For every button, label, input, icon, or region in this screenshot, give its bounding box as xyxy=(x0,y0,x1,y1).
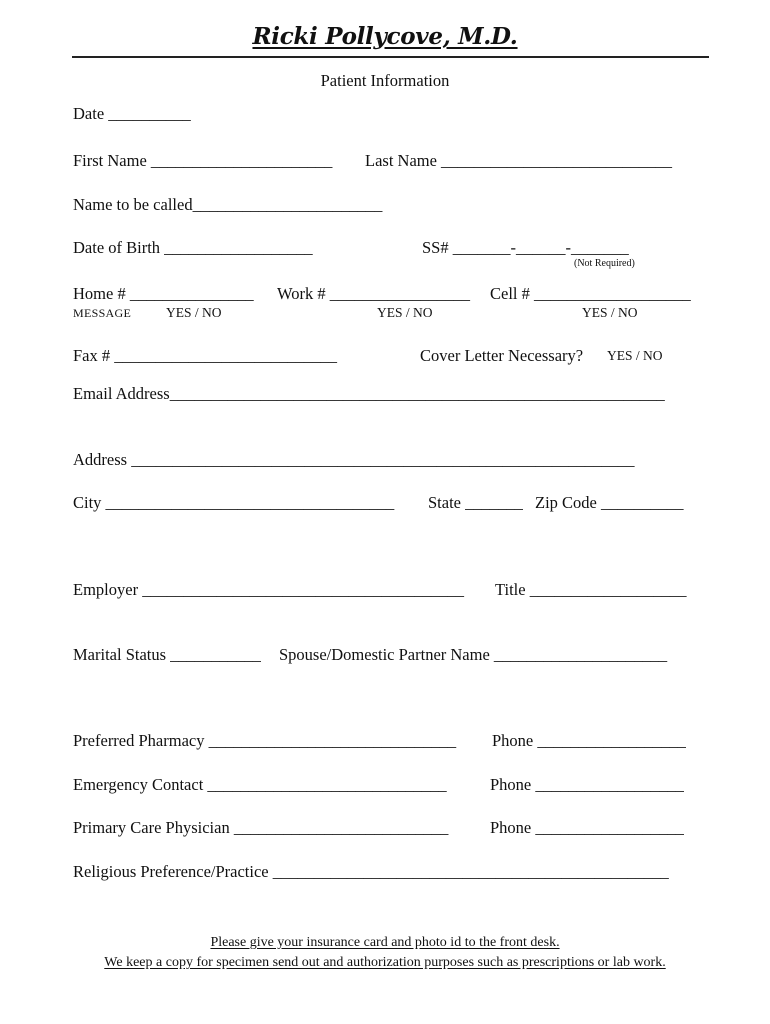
home-message-yes-no[interactable]: YES / NO xyxy=(166,305,222,320)
zip-code-field[interactable]: Zip Code __________ xyxy=(535,493,684,512)
spouse-partner-name-field[interactable]: Spouse/Domestic Partner Name _____________________ xyxy=(279,645,668,664)
footer-insurance-note: Please give your insurance card and photo id to the front desk. xyxy=(210,935,560,950)
ss-number-field[interactable]: SS# _______-______-_______ xyxy=(422,238,629,257)
pharmacy-phone-field[interactable]: Phone __________________ xyxy=(492,731,686,750)
fax-field[interactable]: Fax # ___________________________ xyxy=(73,346,337,365)
ss-not-required-note: (Not Required) xyxy=(574,258,635,269)
cover-letter-yes-no[interactable]: YES / NO xyxy=(607,348,663,363)
message-label: MESSAGE xyxy=(73,306,132,320)
home-phone-field[interactable]: Home # _______________ xyxy=(73,284,254,303)
primary-care-physician-field[interactable]: Primary Care Physician __________________________ xyxy=(73,818,449,837)
work-phone-field[interactable]: Work # _________________ xyxy=(277,284,470,303)
cover-letter-label: Cover Letter Necessary? xyxy=(420,346,584,365)
first-name-field[interactable]: First Name ______________________ xyxy=(73,151,333,170)
cell-phone-field[interactable]: Cell # ___________________ xyxy=(490,284,691,303)
emergency-phone-field[interactable]: Phone __________________ xyxy=(490,775,684,794)
job-title-field[interactable]: Title ___________________ xyxy=(495,580,687,599)
name-to-be-called-field[interactable]: Name to be called_______________________ xyxy=(73,195,383,214)
employer-field[interactable]: Employer _______________________________________ xyxy=(73,580,464,599)
date-of-birth-field[interactable]: Date of Birth __________________ xyxy=(73,238,313,257)
preferred-pharmacy-field[interactable]: Preferred Pharmacy ______________________________ xyxy=(73,731,457,750)
religious-preference-field[interactable]: Religious Preference/Practice ________________________________________________ xyxy=(73,862,669,881)
date-field[interactable]: Date __________ xyxy=(73,104,191,123)
form-subtitle: Patient Information xyxy=(320,71,450,90)
header-divider xyxy=(72,56,709,58)
email-address-field[interactable]: Email Address____________________________________________________________ xyxy=(73,384,665,403)
physician-phone-field[interactable]: Phone __________________ xyxy=(490,818,684,837)
work-message-yes-no[interactable]: YES / NO xyxy=(377,305,433,320)
footer-copy-note: We keep a copy for specimen send out and authorization purposes such as prescriptions or lab work. xyxy=(104,955,666,970)
city-field[interactable]: City ___________________________________ xyxy=(73,493,395,512)
doctor-name-title: Ricki Pollycove, M.D. xyxy=(252,23,518,50)
last-name-field[interactable]: Last Name ____________________________ xyxy=(365,151,673,170)
address-field[interactable]: Address _____________________________________________________________ xyxy=(73,450,635,469)
state-field[interactable]: State _______ xyxy=(428,493,523,512)
cell-message-yes-no[interactable]: YES / NO xyxy=(582,305,638,320)
marital-status-field[interactable]: Marital Status ___________ xyxy=(73,645,261,664)
emergency-contact-field[interactable]: Emergency Contact _____________________________ xyxy=(73,775,447,794)
